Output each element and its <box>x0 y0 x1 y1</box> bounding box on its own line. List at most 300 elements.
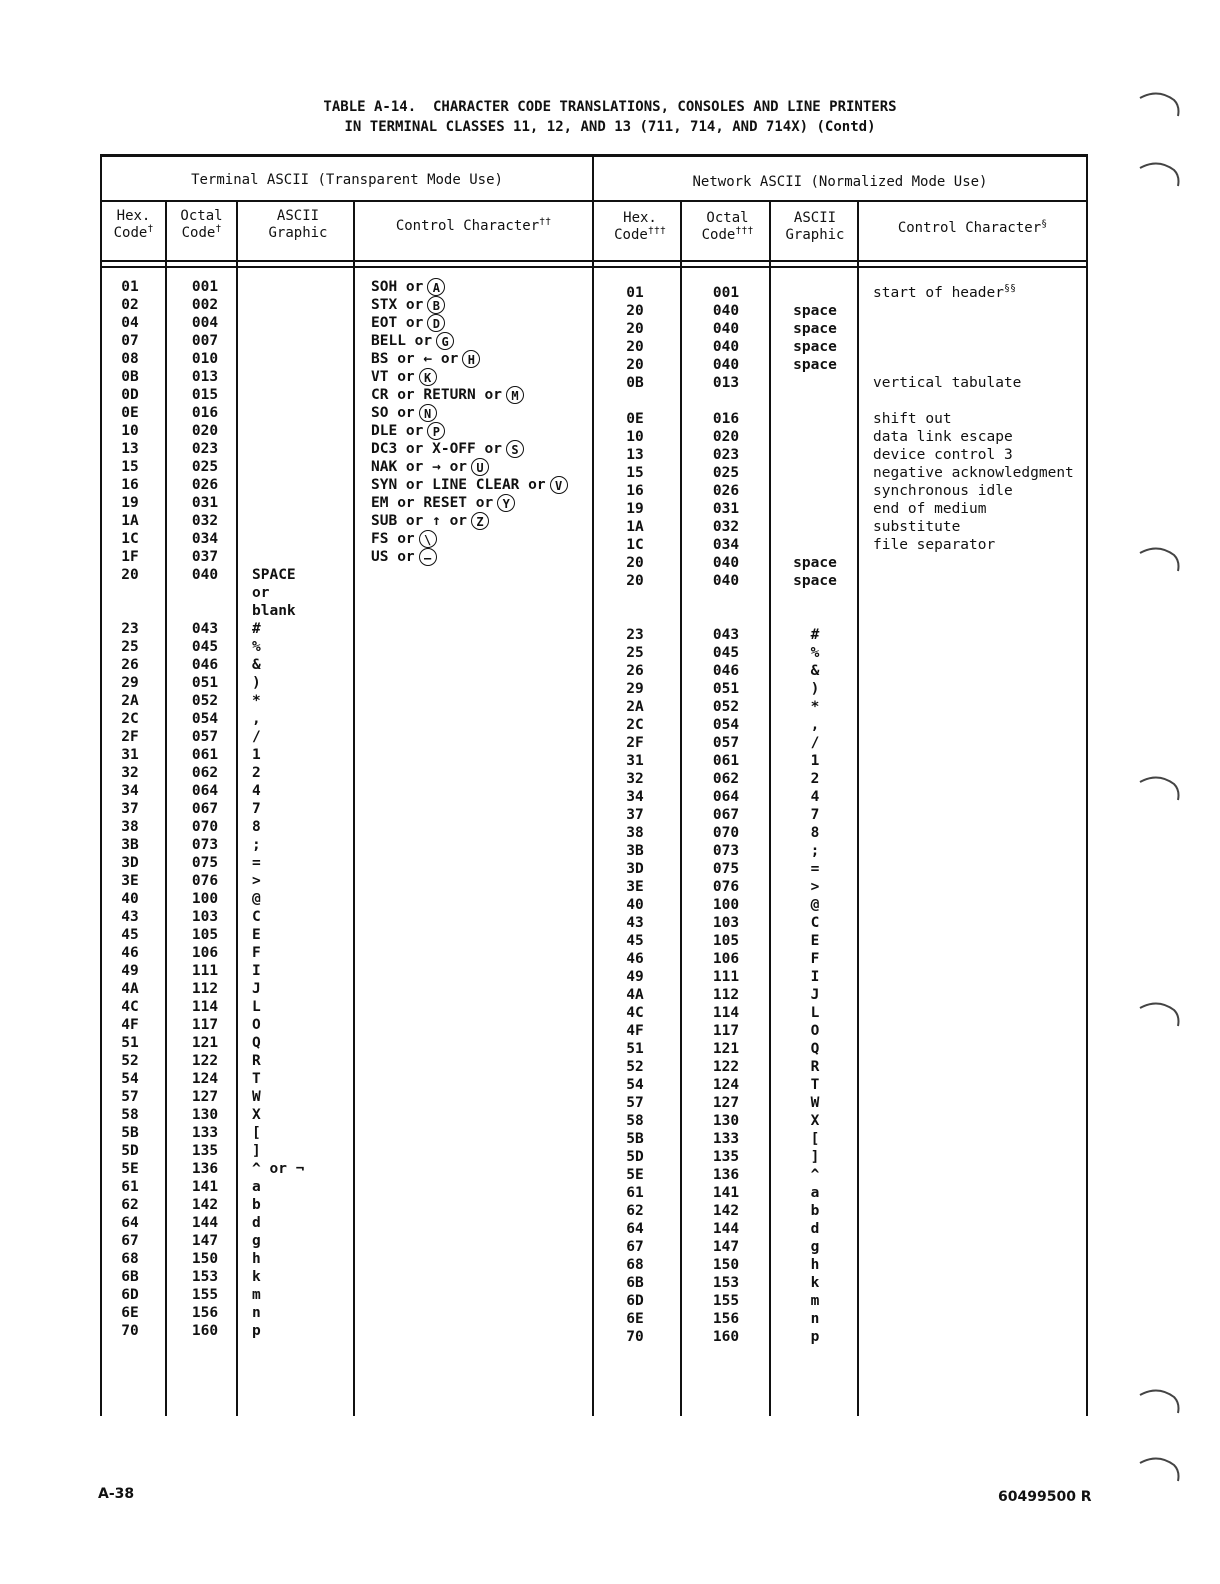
circled-key-icon: D <box>427 314 445 332</box>
terminal-hex-cell: 19 <box>121 495 139 511</box>
network-hex-cell: 5B <box>626 1131 644 1147</box>
terminal-octal-cell: 155 <box>191 1287 219 1303</box>
header-text: Octal Code <box>180 208 223 241</box>
terminal-ascii-cell <box>252 386 350 404</box>
network-ascii-cell: X <box>810 1113 820 1129</box>
network-hex-cell: 20 <box>626 555 644 571</box>
terminal-octal-cell: 034 <box>191 531 219 547</box>
network-octal-cell: 112 <box>712 987 740 1003</box>
circled-key-icon: \ <box>419 530 437 548</box>
terminal-octal-cell: 015 <box>191 387 219 403</box>
network-ascii-cell <box>784 392 846 410</box>
terminal-ascii-cell <box>252 512 350 530</box>
binding-mark-icon <box>1138 1385 1182 1415</box>
col-header-terminal-hex <box>102 208 165 242</box>
network-ascii-cell: C <box>810 915 820 931</box>
terminal-ascii-cell <box>252 494 350 512</box>
terminal-hex-cell: 1C <box>121 531 139 547</box>
terminal-hex-cell: 46 <box>121 945 139 961</box>
network-ascii-cell: space <box>793 573 837 589</box>
network-ascii-cell: [ <box>810 1131 820 1147</box>
col-header-network-hex <box>600 210 680 244</box>
network-ascii-cell: b <box>810 1203 820 1219</box>
terminal-hex-cell: 52 <box>121 1053 139 1069</box>
terminal-ascii-cell: > <box>252 873 261 889</box>
network-octal-cell: 026 <box>712 483 740 499</box>
network-octal-cell: 133 <box>712 1131 740 1147</box>
terminal-hex-cell <box>102 584 158 602</box>
network-control-cell <box>873 284 1016 302</box>
terminal-hex-cell: 6E <box>121 1305 139 1321</box>
network-octal-cell: 160 <box>712 1329 740 1345</box>
terminal-ascii-cell: p <box>252 1323 261 1339</box>
terminal-octal-cell: 016 <box>191 405 219 421</box>
terminal-ascii-cell: 4 <box>252 783 261 799</box>
terminal-ascii-cell: b <box>252 1197 261 1213</box>
network-octal-cell: 076 <box>712 879 740 895</box>
network-octal-cell: 001 <box>712 285 740 301</box>
terminal-hex-cell: 34 <box>121 783 139 799</box>
vrule-2 <box>236 200 238 1416</box>
network-hex-cell: 3D <box>626 861 644 877</box>
terminal-hex-cell: 4A <box>121 981 139 997</box>
terminal-octal-cell: 135 <box>191 1143 219 1159</box>
terminal-ascii-cell: / <box>252 729 261 745</box>
terminal-octal-cell: 025 <box>191 459 219 475</box>
network-hex-cell: 54 <box>626 1077 644 1093</box>
terminal-octal-cell: 136 <box>191 1161 219 1177</box>
network-hex-cell: 43 <box>626 915 644 931</box>
control-text: end of medium <box>873 501 987 517</box>
terminal-hex-cell: 26 <box>121 657 139 673</box>
network-hex-cell <box>610 392 660 410</box>
footnote-mark: §§ <box>1003 283 1016 295</box>
footnote-mark: †† <box>539 216 552 228</box>
network-octal-cell: 155 <box>712 1293 740 1309</box>
terminal-hex-cell: 32 <box>121 765 139 781</box>
terminal-octal-cell: 045 <box>191 639 219 655</box>
terminal-hex-cell: 3E <box>121 873 139 889</box>
terminal-hex-cell: 6B <box>121 1269 139 1285</box>
network-hex-cell: 20 <box>626 339 644 355</box>
network-ascii-cell <box>784 464 846 482</box>
network-octal-cell: 013 <box>712 375 740 391</box>
control-text: vertical tabulate <box>873 375 1022 391</box>
terminal-hex-cell: 2F <box>121 729 139 745</box>
terminal-ascii-cell: ; <box>252 837 261 853</box>
network-octal-cell: 153 <box>712 1275 740 1291</box>
header-text: Control Character <box>395 218 540 234</box>
terminal-hex-cell: 02 <box>121 297 139 313</box>
terminal-octal-cell: 112 <box>191 981 219 997</box>
control-text: substitute <box>873 519 961 535</box>
network-ascii-cell <box>784 536 846 554</box>
network-hex-cell: 61 <box>626 1185 644 1201</box>
network-ascii-cell <box>784 428 846 446</box>
terminal-hex-cell: 31 <box>121 747 139 763</box>
network-hex-cell: 67 <box>626 1239 644 1255</box>
network-ascii-cell: g <box>810 1239 820 1255</box>
network-hex-cell: 38 <box>626 825 644 841</box>
terminal-hex-cell: 67 <box>121 1233 139 1249</box>
terminal-ascii-cell: 1 <box>252 747 261 763</box>
network-octal-cell: 016 <box>712 411 740 427</box>
terminal-ascii-cell: = <box>252 855 261 871</box>
terminal-ascii-cell: blank <box>252 603 296 619</box>
network-hex-cell: 2A <box>626 699 644 715</box>
network-hex-cell: 34 <box>626 789 644 805</box>
terminal-ascii-cell: W <box>252 1089 261 1105</box>
network-ascii-cell: 4 <box>810 789 820 805</box>
network-hex-cell: 20 <box>626 321 644 337</box>
terminal-octal-cell: 054 <box>191 711 219 727</box>
network-ascii-cell: 8 <box>810 825 820 841</box>
control-text: DC3 or X-OFF or <box>371 441 502 457</box>
binding-mark-icon <box>1138 1453 1182 1483</box>
network-hex-cell: 40 <box>626 897 644 913</box>
terminal-ascii-cell: g <box>252 1233 261 1249</box>
network-hex-cell: 68 <box>626 1257 644 1273</box>
terminal-octal-cell: 051 <box>191 675 219 691</box>
terminal-control-cell <box>371 278 445 296</box>
terminal-octal-cell: 142 <box>191 1197 219 1213</box>
terminal-ascii-cell <box>252 422 350 440</box>
terminal-ascii-cell: [ <box>252 1125 261 1141</box>
terminal-hex-cell: 40 <box>121 891 139 907</box>
network-ascii-cell: ^ <box>810 1167 820 1183</box>
network-octal-cell: 040 <box>712 339 740 355</box>
vrule-1 <box>165 200 167 1416</box>
terminal-control-cell <box>371 476 568 494</box>
footnote-mark: † <box>215 223 222 235</box>
vrule-5 <box>680 200 682 1416</box>
network-hex-cell: 19 <box>626 501 644 517</box>
network-ascii-cell: n <box>810 1311 820 1327</box>
network-octal-cell: 020 <box>712 429 740 445</box>
network-octal-cell: 040 <box>712 555 740 571</box>
terminal-ascii-cell <box>252 332 350 350</box>
network-hex-cell: 51 <box>626 1041 644 1057</box>
binding-mark-icon <box>1138 772 1182 802</box>
terminal-ascii-cell: * <box>252 693 261 709</box>
control-text: US or <box>371 549 415 565</box>
terminal-hex-cell: 16 <box>121 477 139 493</box>
terminal-hex-cell: 64 <box>121 1215 139 1231</box>
vrule-right <box>1086 154 1088 1416</box>
network-hex-cell: 2C <box>626 717 644 733</box>
network-hex-cell: 6E <box>626 1311 644 1327</box>
network-octal-cell <box>700 608 752 626</box>
network-octal-cell: 103 <box>712 915 740 931</box>
network-octal-cell: 023 <box>712 447 740 463</box>
terminal-hex-cell: 1A <box>121 513 139 529</box>
network-ascii-cell: k <box>810 1275 820 1291</box>
terminal-hex-cell: 15 <box>121 459 139 475</box>
terminal-ascii-cell: h <box>252 1251 261 1267</box>
network-ascii-cell: W <box>810 1095 820 1111</box>
network-ascii-cell: @ <box>810 897 820 913</box>
network-ascii-cell: m <box>810 1293 820 1309</box>
network-octal-cell: 135 <box>712 1149 740 1165</box>
network-hex-cell: 20 <box>626 303 644 319</box>
control-text: device control 3 <box>873 447 1013 463</box>
network-hex-cell: 01 <box>626 285 644 301</box>
terminal-ascii-cell: a <box>252 1179 261 1195</box>
network-octal-cell: 057 <box>712 735 740 751</box>
control-text: DLE or <box>371 423 424 439</box>
terminal-octal-cell: 037 <box>191 549 219 565</box>
network-hex-cell: 20 <box>626 357 644 373</box>
network-hex-cell: 25 <box>626 645 644 661</box>
terminal-hex-cell: 13 <box>121 441 139 457</box>
header-text: Hex. Code <box>614 210 657 243</box>
terminal-hex-cell: 5E <box>121 1161 139 1177</box>
control-text: CR or RETURN or <box>371 387 502 403</box>
terminal-octal-cell: 026 <box>191 477 219 493</box>
network-hex-cell: 2F <box>626 735 644 751</box>
network-ascii-cell: space <box>793 357 837 373</box>
network-octal-cell: 141 <box>712 1185 740 1201</box>
network-hex-cell: 46 <box>626 951 644 967</box>
terminal-ascii-cell: # <box>252 621 261 637</box>
circled-key-icon: K <box>419 368 437 386</box>
network-ascii-cell: a <box>810 1185 820 1201</box>
terminal-ascii-cell: or <box>252 585 270 601</box>
terminal-ascii-cell: C <box>252 909 261 925</box>
network-ascii-cell: O <box>810 1023 820 1039</box>
terminal-ascii-cell: m <box>252 1287 261 1303</box>
terminal-ascii-cell: 7 <box>252 801 261 817</box>
terminal-ascii-cell: 8 <box>252 819 261 835</box>
control-text: start of header <box>873 285 1004 301</box>
control-text: SYN or LINE CLEAR or <box>371 477 546 493</box>
terminal-ascii-cell <box>252 440 350 458</box>
network-octal-cell: 032 <box>712 519 740 535</box>
document-number: 60499500 R <box>998 1489 1092 1505</box>
network-octal-cell: 040 <box>712 357 740 373</box>
network-octal-cell: 025 <box>712 465 740 481</box>
network-hex-cell: 64 <box>626 1221 644 1237</box>
terminal-octal-cell: 062 <box>191 765 219 781</box>
network-octal-cell: 127 <box>712 1095 740 1111</box>
network-ascii-cell: J <box>810 987 820 1003</box>
terminal-ascii-cell: X <box>252 1107 261 1123</box>
network-ascii-cell: ) <box>810 681 820 697</box>
network-ascii-cell: % <box>810 645 820 661</box>
terminal-ascii-cell: E <box>252 927 261 943</box>
terminal-hex-cell: 04 <box>121 315 139 331</box>
terminal-octal-cell: 122 <box>191 1053 219 1069</box>
network-ascii-cell <box>784 482 846 500</box>
binding-mark-icon <box>1138 998 1182 1028</box>
network-octal-cell: 156 <box>712 1311 740 1327</box>
terminal-ascii-cell: @ <box>252 891 261 907</box>
terminal-control-cell <box>371 512 489 530</box>
terminal-hex-cell: 08 <box>121 351 139 367</box>
network-octal-cell: 064 <box>712 789 740 805</box>
terminal-ascii-cell: Q <box>252 1035 261 1051</box>
terminal-hex-cell: 54 <box>121 1071 139 1087</box>
control-text: SUB or ↑ or <box>371 513 468 529</box>
network-octal-cell: 043 <box>712 627 740 643</box>
network-ascii-cell: F <box>810 951 820 967</box>
terminal-ascii-cell: & <box>252 657 261 673</box>
network-control-cell <box>873 410 952 428</box>
network-hex-cell: 29 <box>626 681 644 697</box>
terminal-octal-cell: 103 <box>191 909 219 925</box>
terminal-ascii-cell: J <box>252 981 261 997</box>
terminal-hex-cell: 45 <box>121 927 139 943</box>
terminal-octal-cell: 160 <box>191 1323 219 1339</box>
terminal-hex-cell: 5B <box>121 1125 139 1141</box>
network-ascii-cell: = <box>810 861 820 877</box>
terminal-control-cell <box>371 548 437 566</box>
terminal-ascii-cell <box>252 350 350 368</box>
network-hex-cell: 4A <box>626 987 644 1003</box>
network-octal-cell <box>700 590 752 608</box>
terminal-hex-cell: 57 <box>121 1089 139 1105</box>
terminal-ascii-cell <box>252 314 350 332</box>
network-ascii-cell: T <box>810 1077 820 1093</box>
circled-key-icon: Y <box>497 494 515 512</box>
network-hex-cell: 5D <box>626 1149 644 1165</box>
network-octal-cell: 147 <box>712 1239 740 1255</box>
terminal-hex-cell: 4C <box>121 999 139 1015</box>
network-hex-cell <box>610 608 660 626</box>
terminal-octal-cell: 046 <box>191 657 219 673</box>
binding-mark-icon <box>1138 88 1182 118</box>
network-ascii-cell <box>784 374 846 392</box>
network-octal-cell: 067 <box>712 807 740 823</box>
network-octal-cell: 142 <box>712 1203 740 1219</box>
network-control-cell <box>873 446 1013 464</box>
terminal-hex-cell <box>102 602 158 620</box>
network-octal-cell: 070 <box>712 825 740 841</box>
network-octal-cell: 121 <box>712 1041 740 1057</box>
header-text: Octal Code <box>701 210 749 243</box>
vrule-mid <box>592 154 594 1416</box>
network-section-header: Network ASCII (Normalized Mode Use) <box>692 174 988 190</box>
terminal-ascii-cell: O <box>252 1017 261 1033</box>
network-hex-cell: 20 <box>626 573 644 589</box>
terminal-hex-cell: 70 <box>121 1323 139 1339</box>
network-ascii-cell <box>784 284 846 302</box>
terminal-ascii-cell <box>252 476 350 494</box>
footnote-mark: † <box>147 223 154 235</box>
terminal-control-cell <box>371 494 515 512</box>
network-hex-cell: 0B <box>626 375 644 391</box>
network-ascii-cell: 1 <box>810 753 820 769</box>
header-text: Hex. Code <box>113 208 151 241</box>
terminal-ascii-cell: F <box>252 945 261 961</box>
circled-key-icon: G <box>436 332 454 350</box>
terminal-hex-cell: 20 <box>121 567 139 583</box>
terminal-octal-cell: 111 <box>191 963 219 979</box>
table-title <box>0 97 1220 137</box>
network-ascii-cell: space <box>793 555 837 571</box>
terminal-control-cell <box>371 350 480 368</box>
terminal-hex-cell: 3D <box>121 855 139 871</box>
control-text: file separator <box>873 537 996 553</box>
terminal-octal-cell: 057 <box>191 729 219 745</box>
terminal-hex-cell: 0E <box>121 405 139 421</box>
terminal-ascii-cell: I <box>252 963 261 979</box>
footnote-mark: ††† <box>647 225 666 237</box>
terminal-octal-cell: 117 <box>191 1017 219 1033</box>
col-header-terminal-ascii: ASCII Graphic <box>268 208 328 241</box>
network-hex-cell: 1A <box>626 519 644 535</box>
title-line-1: TABLE A-14. CHARACTER CODE TRANSLATIONS, CONSOLES AND LINE PRINTERS <box>323 99 897 115</box>
terminal-octal-cell: 127 <box>191 1089 219 1105</box>
terminal-ascii-cell: % <box>252 639 261 655</box>
control-text: FS or <box>371 531 415 547</box>
circled-key-icon: V <box>550 476 568 494</box>
circled-key-icon: P <box>427 422 445 440</box>
control-text: SOH or <box>371 279 424 295</box>
network-hex-cell: 16 <box>626 483 644 499</box>
network-ascii-cell: space <box>793 339 837 355</box>
network-hex-cell: 1C <box>626 537 644 553</box>
network-octal-cell: 111 <box>712 969 740 985</box>
terminal-octal-cell: 124 <box>191 1071 219 1087</box>
network-control-cell <box>873 428 1013 446</box>
network-hex-cell: 4F <box>626 1023 644 1039</box>
control-text: data link escape <box>873 429 1013 445</box>
network-ascii-cell: d <box>810 1221 820 1237</box>
network-ascii-cell: Q <box>810 1041 820 1057</box>
network-hex-cell: 4C <box>626 1005 644 1021</box>
terminal-ascii-cell: k <box>252 1269 261 1285</box>
col-header-network-octal <box>686 210 769 244</box>
network-octal-cell: 114 <box>712 1005 740 1021</box>
terminal-hex-cell: 62 <box>121 1197 139 1213</box>
terminal-hex-cell: 2A <box>121 693 139 709</box>
terminal-octal-cell <box>180 584 230 602</box>
network-ascii-cell: 7 <box>810 807 820 823</box>
network-octal-cell: 100 <box>712 897 740 913</box>
network-ascii-cell: L <box>810 1005 820 1021</box>
terminal-octal-cell: 114 <box>191 999 219 1015</box>
rule-section <box>100 200 1088 202</box>
terminal-octal-cell: 001 <box>191 279 219 295</box>
terminal-hex-cell: 5D <box>121 1143 139 1159</box>
terminal-hex-cell: 29 <box>121 675 139 691</box>
network-octal-cell: 106 <box>712 951 740 967</box>
network-octal-cell: 061 <box>712 753 740 769</box>
terminal-octal-cell: 070 <box>191 819 219 835</box>
terminal-hex-cell: 0D <box>121 387 139 403</box>
control-text: NAK or → or <box>371 459 468 475</box>
terminal-hex-cell: 07 <box>121 333 139 349</box>
control-text: SO or <box>371 405 415 421</box>
terminal-hex-cell: 10 <box>121 423 139 439</box>
terminal-octal-cell: 004 <box>191 315 219 331</box>
terminal-hex-cell: 58 <box>121 1107 139 1123</box>
terminal-ascii-cell <box>252 278 350 296</box>
network-octal-cell: 073 <box>712 843 740 859</box>
terminal-hex-cell: 1F <box>121 549 139 565</box>
network-ascii-cell <box>784 608 846 626</box>
network-octal-cell: 075 <box>712 861 740 877</box>
circled-key-icon: N <box>419 404 437 422</box>
network-ascii-cell: ] <box>810 1149 820 1165</box>
terminal-ascii-cell <box>252 368 350 386</box>
terminal-octal-cell: 147 <box>191 1233 219 1249</box>
circled-key-icon: A <box>427 278 445 296</box>
network-octal-cell: 046 <box>712 663 740 679</box>
terminal-octal-cell: 130 <box>191 1107 219 1123</box>
terminal-octal-cell: 100 <box>191 891 219 907</box>
